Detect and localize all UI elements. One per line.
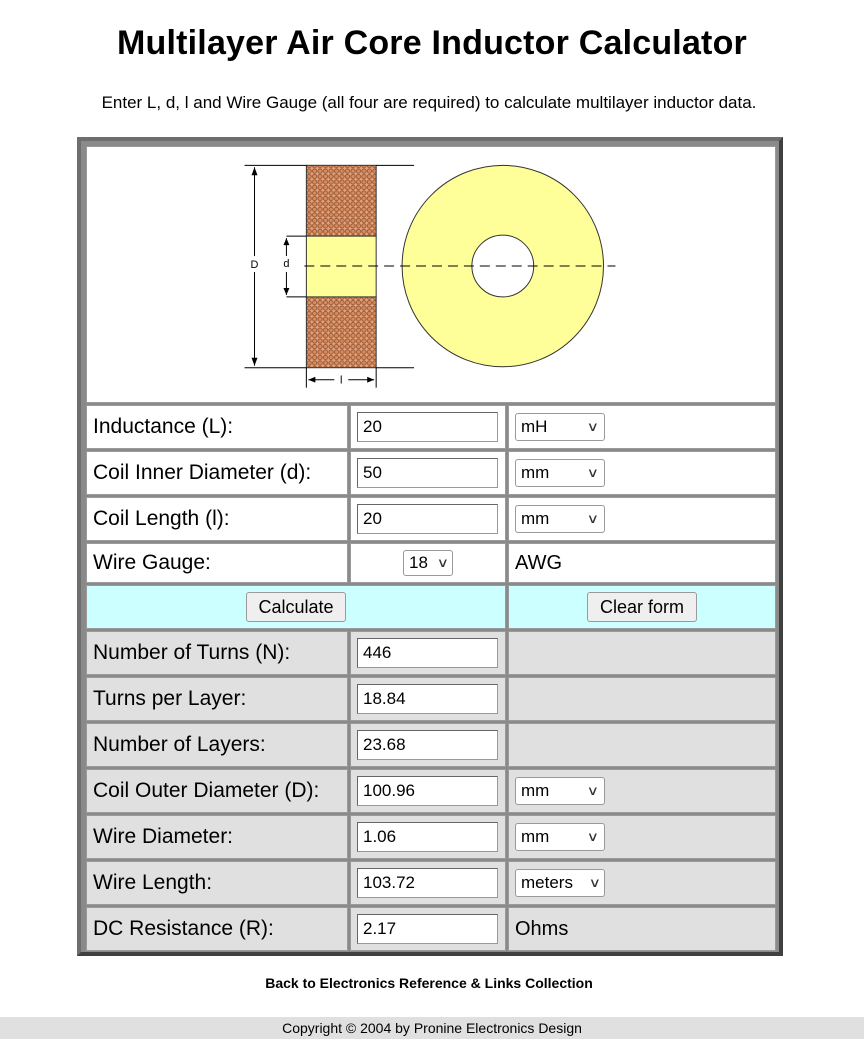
outer-diameter-unit-select[interactable]	[515, 777, 605, 805]
wire-diameter-output-cell	[350, 815, 506, 859]
inner-diameter-input[interactable]: 50	[357, 458, 498, 488]
coil-length-input-cell	[350, 497, 506, 541]
wire-length-label: Wire Length:	[86, 861, 348, 905]
calculate-button-cell	[86, 585, 506, 629]
wire-diameter-unit-value: mm	[521, 827, 550, 846]
coil-length-unit-cell	[508, 497, 776, 541]
turns-output-cell	[350, 631, 506, 675]
calculate-button[interactable]: Calculate	[246, 592, 346, 622]
inner-diameter-input-cell	[350, 451, 506, 495]
label-length: l	[340, 374, 343, 387]
wire-gauge-unit: AWG	[508, 543, 776, 583]
inner-diameter-unit-cell	[508, 451, 776, 495]
layers-output-cell	[350, 723, 506, 767]
back-link[interactable]: Back to Electronics Reference & Links Collection	[265, 975, 593, 991]
turns-per-layer-output[interactable]: 18.84	[357, 684, 498, 714]
clear-form-button[interactable]: Clear form	[587, 592, 697, 622]
turns-per-layer-label: Turns per Layer:	[86, 677, 348, 721]
wire-gauge-value: 18	[409, 553, 428, 572]
turns-unit-cell	[508, 631, 776, 675]
wire-gauge-label: Wire Gauge:	[86, 543, 348, 583]
instructions-text: Enter L, d, l and Wire Gauge (all four are required) to calculate multilayer inductor data.	[101, 93, 757, 112]
wire-length-unit-cell	[508, 861, 776, 905]
coil-core-side	[306, 236, 376, 297]
chevron-down-icon: ∨	[589, 875, 602, 890]
layers-unit-cell	[508, 723, 776, 767]
dc-resistance-label: DC Resistance (R):	[86, 907, 348, 951]
copyright-footer: Copyright © 2004 by Pronine Electronics Design	[0, 1017, 864, 1039]
chevron-down-icon: ∨	[587, 783, 600, 798]
outer-diameter-label: Coil Outer Diameter (D):	[86, 769, 348, 813]
inductance-input[interactable]: 20	[357, 412, 498, 442]
calculator-table	[77, 137, 783, 956]
inductance-label: Inductance (L):	[86, 405, 348, 449]
coil-length-label: Coil Length (l):	[86, 497, 348, 541]
chevron-down-icon: ∨	[587, 465, 600, 480]
turns-per-layer-output-cell	[350, 677, 506, 721]
wire-length-output[interactable]: 103.72	[357, 868, 498, 898]
inner-diameter-unit-select[interactable]	[515, 459, 605, 487]
wire-gauge-select-cell	[350, 543, 506, 583]
inductance-unit-cell	[508, 405, 776, 449]
winding-bottom	[306, 297, 376, 368]
turns-per-layer-unit-cell	[508, 677, 776, 721]
wire-diameter-unit-select[interactable]	[515, 823, 605, 851]
dc-resistance-output-cell	[350, 907, 506, 951]
wire-length-output-cell	[350, 861, 506, 905]
chevron-down-icon: ∨	[587, 511, 600, 526]
chevron-down-icon: ∨	[587, 419, 600, 434]
chevron-down-icon: ∨	[587, 829, 600, 844]
chevron-down-icon: ∨	[437, 555, 450, 570]
layers-label: Number of Layers:	[86, 723, 348, 767]
inner-diameter-label: Coil Inner Diameter (d):	[86, 451, 348, 495]
coil-diagram-cell	[86, 146, 776, 403]
turns-label: Number of Turns (N):	[86, 631, 348, 675]
layers-output[interactable]: 23.68	[357, 730, 498, 760]
wire-gauge-select[interactable]	[403, 550, 453, 576]
outer-diameter-output-cell	[350, 769, 506, 813]
label-outer-diameter: D	[250, 259, 259, 272]
dc-resistance-output[interactable]: 2.17	[357, 914, 498, 944]
outer-diameter-unit-value: mm	[521, 781, 550, 800]
wire-diameter-label: Wire Diameter:	[86, 815, 348, 859]
winding-top	[306, 165, 376, 236]
wire-diameter-output[interactable]: 1.06	[357, 822, 498, 852]
inner-diameter-unit-value: mm	[521, 463, 550, 482]
coil-length-unit-value: mm	[521, 509, 550, 528]
label-inner-diameter: d	[283, 258, 290, 271]
wire-diameter-unit-cell	[508, 815, 776, 859]
inductance-unit-value: mH	[521, 417, 548, 436]
clear-button-cell	[508, 585, 776, 629]
turns-output[interactable]: 446	[357, 638, 498, 668]
dc-resistance-unit: Ohms	[508, 907, 776, 951]
wire-length-unit-value: meters	[521, 873, 573, 892]
outer-diameter-unit-cell	[508, 769, 776, 813]
page-title: Multilayer Air Core Inductor Calculator	[117, 24, 747, 62]
wire-length-unit-select[interactable]	[515, 869, 605, 897]
inductance-unit-select[interactable]	[515, 413, 605, 441]
inductance-input-cell	[350, 405, 506, 449]
coil-length-input[interactable]: 20	[357, 504, 498, 534]
outer-diameter-output[interactable]: 100.96	[357, 776, 498, 806]
coil-diagram	[87, 146, 775, 403]
coil-length-unit-select[interactable]	[515, 505, 605, 533]
